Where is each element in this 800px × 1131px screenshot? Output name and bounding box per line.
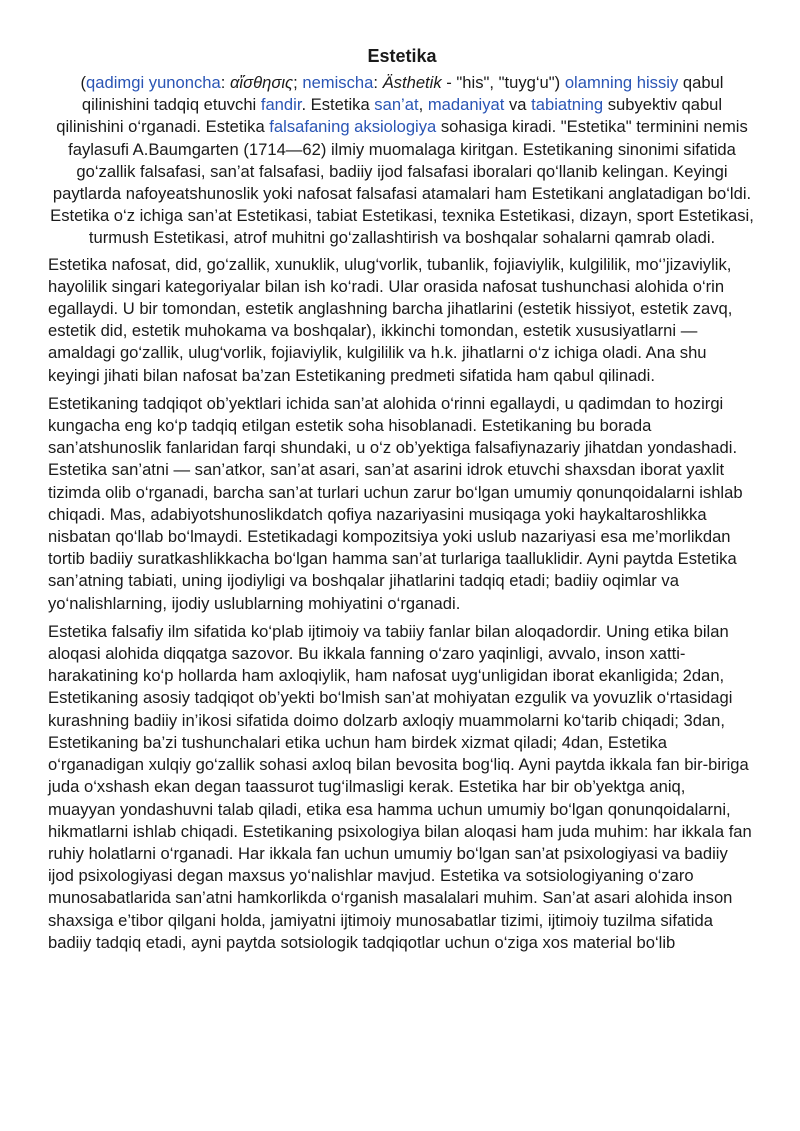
lead-text: : <box>220 73 230 92</box>
lead-text: ( <box>80 73 87 92</box>
lead-text: sohasiga kiradi. "Estetika" terminini nemis faylasufi A.Baumgarten (1714—62) ilmiy muomalaga kiritgan. Estetikaning sinonimi sifatida go‘zallik falsafasi, san’at falsafasi, badiiy ijod falsafasi iboralari qo‘llanib kelingan. Keyingi paytlarda nafoyeatshunoslik yoki nafosat falsafasi atamalari ham Estetikani anglatadigan bo‘ldi. Estetika o‘z ichiga san’at Estetikasi, tabiat Estetikasi, texnika Estetikasi, dizayn, sport Estetikasi, turmush Estetikasi, atrof muhitni go‘zallashtirish va boshqalar sohalarni qamrab oladi. <box>50 117 754 248</box>
link-fandir[interactable]: fandir <box>260 95 302 115</box>
lead-text: va <box>504 95 532 115</box>
article-title: Estetika <box>367 46 437 66</box>
lead-text: qabul qilinishini tadqiq etuvchi <box>81 73 724 115</box>
lead-text: - "his", "tuyg‘u") <box>441 73 565 92</box>
lead-text: . Estetika <box>301 95 375 115</box>
greek-term: αἴσθησις <box>229 73 294 92</box>
lead-text: : <box>373 73 383 92</box>
link-falsafaning-aksiologiya[interactable]: falsafaning aksiologiya <box>269 117 437 137</box>
link-madaniyat[interactable]: madaniyat <box>427 95 505 115</box>
document-page <box>48 44 756 960</box>
lead-text: ; <box>293 73 303 92</box>
link-sanat[interactable]: san’at <box>374 95 419 115</box>
body-paragraph: Estetikaning tadqiqot ob’yektlari ichida san’at alohida o‘rinni egallaydi, u qadimdan to hozirgi kungacha eng ko‘p tadqiq etilgan estetik soha hisoblanadi. Estetikaning bu borada san’atshunoslik fanlaridan farqi shundaki, u o‘z ob’yektiga falsafiynazariy jihatdan yondashadi. Estetika san’atni — san’atkor, san’at asari, san’at asarini idrok etuvchi shaxsdan iborat yaxlit tizimda olib o‘rganadi, barcha san’at turlari uchun zarur bo‘lgan umumiy qonunqoidalarni ishlab chiqadi. Mas, adabiyotshunoslikdatch qofiya nazariyasini musiqaga yoki haykaltaroshlikka nisbatan qo‘llab bo‘lmaydi. Estetikadagi kompozitsiya yoki uslub nazariyasi esa me’morlikdan tortib badiiy suratkashlikkacha bo‘lgan hamma san’at turlariga taalluklidir. Ayni paytda Estetika san’atning tabiati, uning ijodiyligi va boshqalar jihatlarini tadqiq etadi; badiiy oqimlar va yo‘nalishlarning, ijodiy uslublarning mohiyatini o‘rganadi. <box>48 393 743 613</box>
german-term: Ästhetik <box>382 73 442 92</box>
lead-text: subyektiv qabul qilinishini o‘rganadi. Estetika <box>56 95 723 137</box>
lead-paragraph <box>48 72 756 250</box>
body-paragraph: Estetika nafosat, did, go‘zallik, xunuklik, ulug‘vorlik, tubanlik, fojiaviylik, kulgililik, mo‘’jizaviylik, hayolilik singari kategoriyalar bilan ish ko‘radi. Ular orasida nafosat tushunchasi alohida o‘rin egallaydi. U bir tomondan, estetik anglashning barcha jihatlarini (estetik hissiyot, estetik zavq, estetik did, estetik muhokama va boshqalar), ikkinchi tomondan, estetik xususiyatlarni — amaldagi go‘zallik, ulug‘vorlik, fojiaviylik, kulgililik va h.k. jihatlarni o‘z ichiga oladi. Ana shu keyingi jihati bilan nafosat ba’zan Estetikaning predmeti sifatida ham qabul qilinadi. <box>48 254 733 385</box>
lead-text: , <box>418 95 428 115</box>
body-paragraph: Estetika falsafiy ilm sifatida ko‘plab ijtimoiy va tabiiy fanlar bilan aloqadordir. Uning etika bilan aloqasi alohida diqqatga sazovor. Bu ikkala fanning o‘zaro yaqinligi, avvalo, inson xatti-harakatining ko‘p hollarda ham axloqiylik, ham nafosat uyg‘unligidan iborat ekanligida; 2dan, Estetikaning asosiy tadqiqot ob’yekti bo‘lmish san’at mohiyatan ezgulik va yovuzlik o‘rtasidagi kurashning badiiy in’ikosi sifatida doimo dolzarb axloqiy muammolarni ko‘tarib chiqadi; 3dan, Estetikaning ba’zi tushunchalari etika uchun ham birdek xizmat qiladi; 4dan, Estetika o‘rganadigan xulqiy go‘zallik sohasi axloq bilan bevosita bog‘liq. Ayni paytda ikkala fan bir-biriga juda o‘xshash ekan degan taassurot tug‘ilmasligi kerak. Estetika har bir ob’yektga aniq, muayyan yondashuvni talab qiladi, etika esa hamma uchun umumiy bo‘lgan qonunqoidalarni, hikmatlarni ishlab chiqadi. Estetikaning psixologiya bilan aloqasi ham juda muhim: har ikkala fan ruhiy holatlarni o‘rganadi. Har ikkala fan uchun umumiy bo‘lgan san’at psixologiyasi va badiiy ijod psixologiyasi degan maxsus yo‘nalishlar mavjud. Estetika va sotsiologiyaning o‘zaro munosabatlarida san’atni hamkorlikda o‘rganish masalalari muhim. San’at asari alohida inson shaxsiga e’tibor qilgani holda, jamiyatni ijtimoiy munosabatlar tizimi, ijtimoiy tuzilma sifatida badiiy tadqiq etadi, ayni paytda sotsiologik tadqiqotlar uchun o‘ziga xos material bo‘lib <box>48 621 752 952</box>
link-olamning-hissiy[interactable]: olamning hissiy <box>564 73 679 92</box>
link-tabiatning[interactable]: tabiatning <box>531 95 604 115</box>
link-qadimgi-yunoncha[interactable]: qadimgi yunoncha <box>86 73 221 92</box>
link-nemischa[interactable]: nemischa <box>302 73 374 92</box>
